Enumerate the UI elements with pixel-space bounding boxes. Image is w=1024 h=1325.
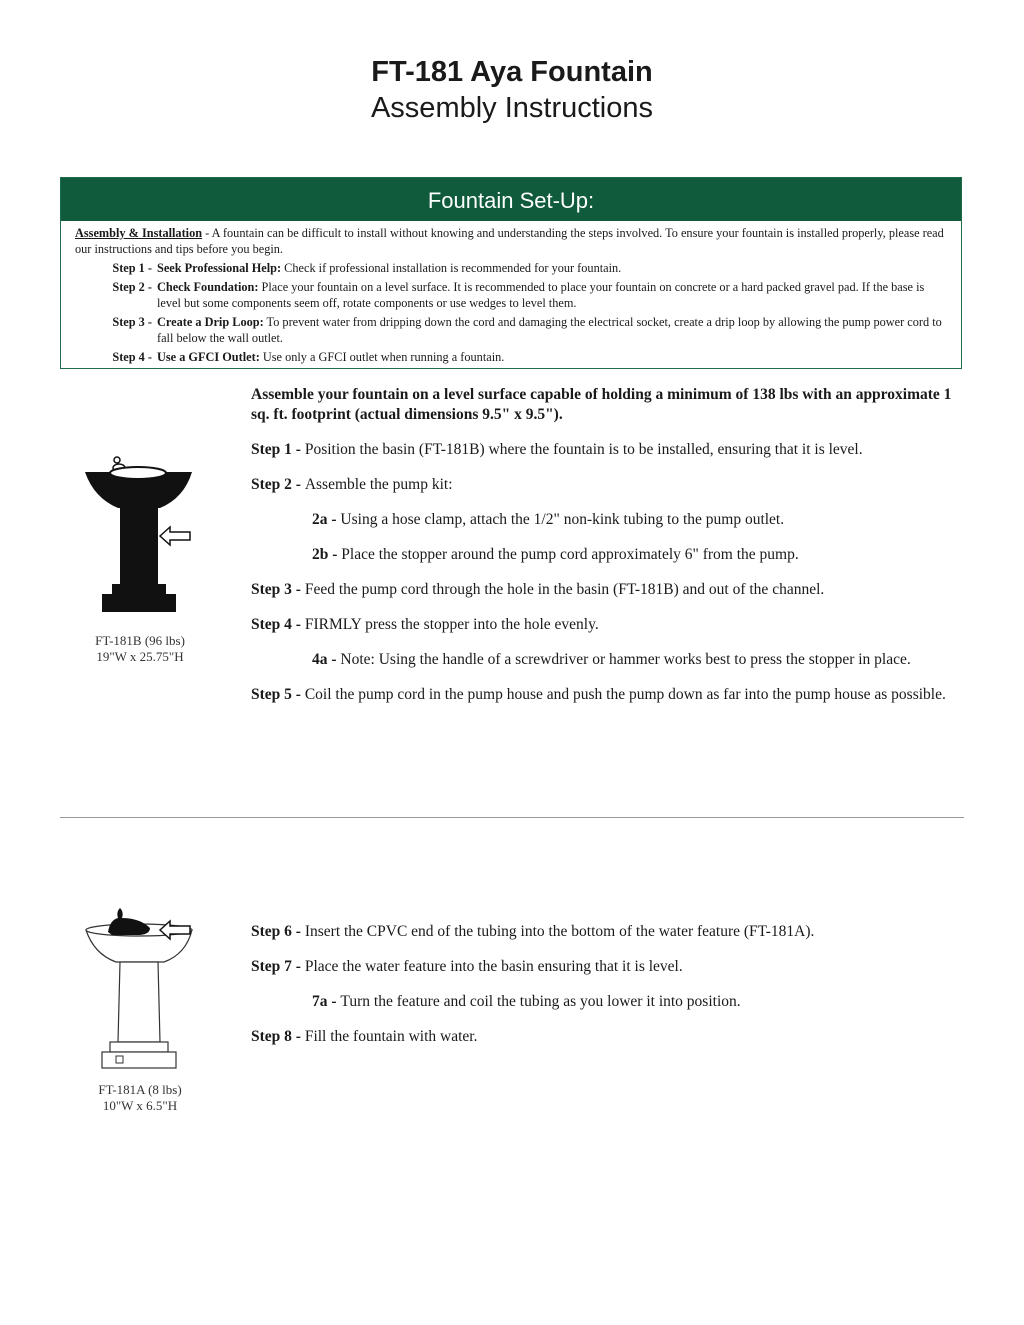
section1-instructions bbox=[251, 385, 966, 705]
setup-intro-label: Assembly & Installation bbox=[75, 226, 203, 240]
instruction-substep bbox=[251, 992, 966, 1012]
step-text: Coil the pump cord in the pump house and push the pump down as far into the pump house as possible. bbox=[304, 686, 946, 703]
setup-step-text: To prevent water from dripping down the cord and damaging the electrical socket, create a drip loop by allowing the pump power cord to fall below the wall outlet. bbox=[157, 315, 942, 345]
setup-step bbox=[75, 260, 947, 276]
setup-intro bbox=[75, 225, 947, 257]
instruction-step bbox=[251, 475, 966, 495]
setup-step-number: Step 2 - bbox=[112, 280, 152, 294]
step-label: Step 8 - bbox=[251, 1028, 305, 1045]
step-text: Place the water feature into the basin ensuring that it is level. bbox=[304, 958, 683, 975]
substep-text: Turn the feature and coil the tubing as you lower it into position. bbox=[340, 993, 741, 1010]
step-text: Feed the pump cord through the hole in the basin (FT-181B) and out of the channel. bbox=[304, 581, 825, 598]
step-text: Position the basin (FT-181B) where the fountain is to be installed, ensuring that it is level. bbox=[304, 441, 863, 458]
setup-body bbox=[61, 221, 961, 365]
step-label: Step 3 - bbox=[251, 581, 305, 598]
step-label: Step 5 - bbox=[251, 686, 305, 703]
instruction-step bbox=[251, 1027, 966, 1047]
setup-step-text: Use only a GFCI outlet when running a fountain. bbox=[259, 350, 505, 364]
section-divider bbox=[60, 817, 964, 818]
section1-lead: Assemble your fountain on a level surface capable of holding a minimum of 138 lbs with an approximate 1 sq. ft. footprint (actual dimensions 9.5" x 9.5"). bbox=[251, 386, 952, 423]
step-label: Step 1 - bbox=[251, 441, 305, 458]
title-subtitle: Assembly Instructions bbox=[370, 92, 654, 124]
arrow-pointer-icon bbox=[158, 919, 192, 941]
setup-step-text: Place your fountain on a level surface. It is recommended to place your fountain on concrete or a hard packed gravel pad. If the base is level but some components seem off, rotate components or use wedges to level them. bbox=[157, 280, 925, 310]
setup-step-number: Step 4 - bbox=[112, 350, 152, 364]
step-label: Step 2 - bbox=[251, 476, 305, 493]
substep-label: 2a - bbox=[312, 511, 341, 528]
setup-step bbox=[75, 314, 947, 346]
setup-step-title: Use a GFCI Outlet: bbox=[157, 350, 260, 364]
setup-step-text: Check if professional installation is recommended for your fountain. bbox=[281, 261, 622, 275]
setup-intro-text: - A fountain can be difficult to install without knowing and understanding the steps involved. To ensure your fountain is installed properly, please read our instructions and tips before you begin. bbox=[75, 226, 944, 256]
setup-step-title: Check Foundation: bbox=[157, 280, 259, 294]
step-text: FIRMLY press the stopper into the hole evenly. bbox=[304, 616, 599, 633]
setup-step bbox=[75, 349, 947, 365]
substep-label: 2b - bbox=[312, 546, 342, 563]
step-label: Step 7 - bbox=[251, 958, 305, 975]
setup-step-title: Seek Professional Help: bbox=[157, 261, 282, 275]
setup-header: Fountain Set-Up: bbox=[61, 178, 961, 221]
instruction-step bbox=[251, 922, 966, 942]
instruction-substep bbox=[251, 510, 966, 530]
instruction-step bbox=[251, 615, 966, 635]
bird-figure-icon bbox=[108, 908, 150, 935]
substep-label: 4a - bbox=[312, 651, 341, 668]
step-label: Step 4 - bbox=[251, 616, 305, 633]
substep-text: Note: Using the handle of a screwdriver or hammer works best to press the stopper in place. bbox=[340, 651, 911, 668]
step-text: Fill the fountain with water. bbox=[304, 1028, 478, 1045]
instruction-substep bbox=[251, 545, 966, 565]
step-text: Assemble the pump kit: bbox=[304, 476, 453, 493]
step-text: Insert the CPVC end of the tubing into the bottom of the water feature (FT-181A). bbox=[304, 923, 815, 940]
arrow-pointer-icon bbox=[158, 525, 192, 547]
step-label: Step 6 - bbox=[251, 923, 305, 940]
instruction-step bbox=[251, 440, 966, 460]
setup-step bbox=[75, 279, 947, 311]
setup-step-number: Step 1 - bbox=[112, 261, 152, 275]
basin-caption bbox=[60, 633, 220, 665]
title-product: FT-181 Aya Fountain bbox=[371, 56, 653, 88]
setup-step-number: Step 3 - bbox=[112, 315, 152, 329]
water-feature-caption bbox=[60, 1082, 220, 1114]
setup-step-title: Create a Drip Loop: bbox=[157, 315, 264, 329]
instruction-step bbox=[251, 685, 966, 705]
basin-caption-weight: FT-181B (96 lbs) bbox=[95, 633, 185, 648]
document-title bbox=[0, 54, 1024, 126]
substep-text: Using a hose clamp, attach the 1/2" non-kink tubing to the pump outlet. bbox=[340, 511, 785, 528]
fountain-setup-box bbox=[60, 177, 962, 369]
water-feature-caption-dimensions: 10"W x 6.5"H bbox=[102, 1098, 178, 1113]
basin-caption-dimensions: 19"W x 25.75"H bbox=[96, 649, 184, 664]
substep-label: 7a - bbox=[312, 993, 341, 1010]
substep-text: Place the stopper around the pump cord approximately 6" from the pump. bbox=[341, 546, 799, 563]
instruction-step bbox=[251, 580, 966, 600]
water-feature-caption-weight: FT-181A (8 lbs) bbox=[98, 1082, 182, 1097]
instruction-substep bbox=[251, 650, 966, 670]
instruction-step bbox=[251, 957, 966, 977]
section2-instructions bbox=[251, 922, 966, 1047]
